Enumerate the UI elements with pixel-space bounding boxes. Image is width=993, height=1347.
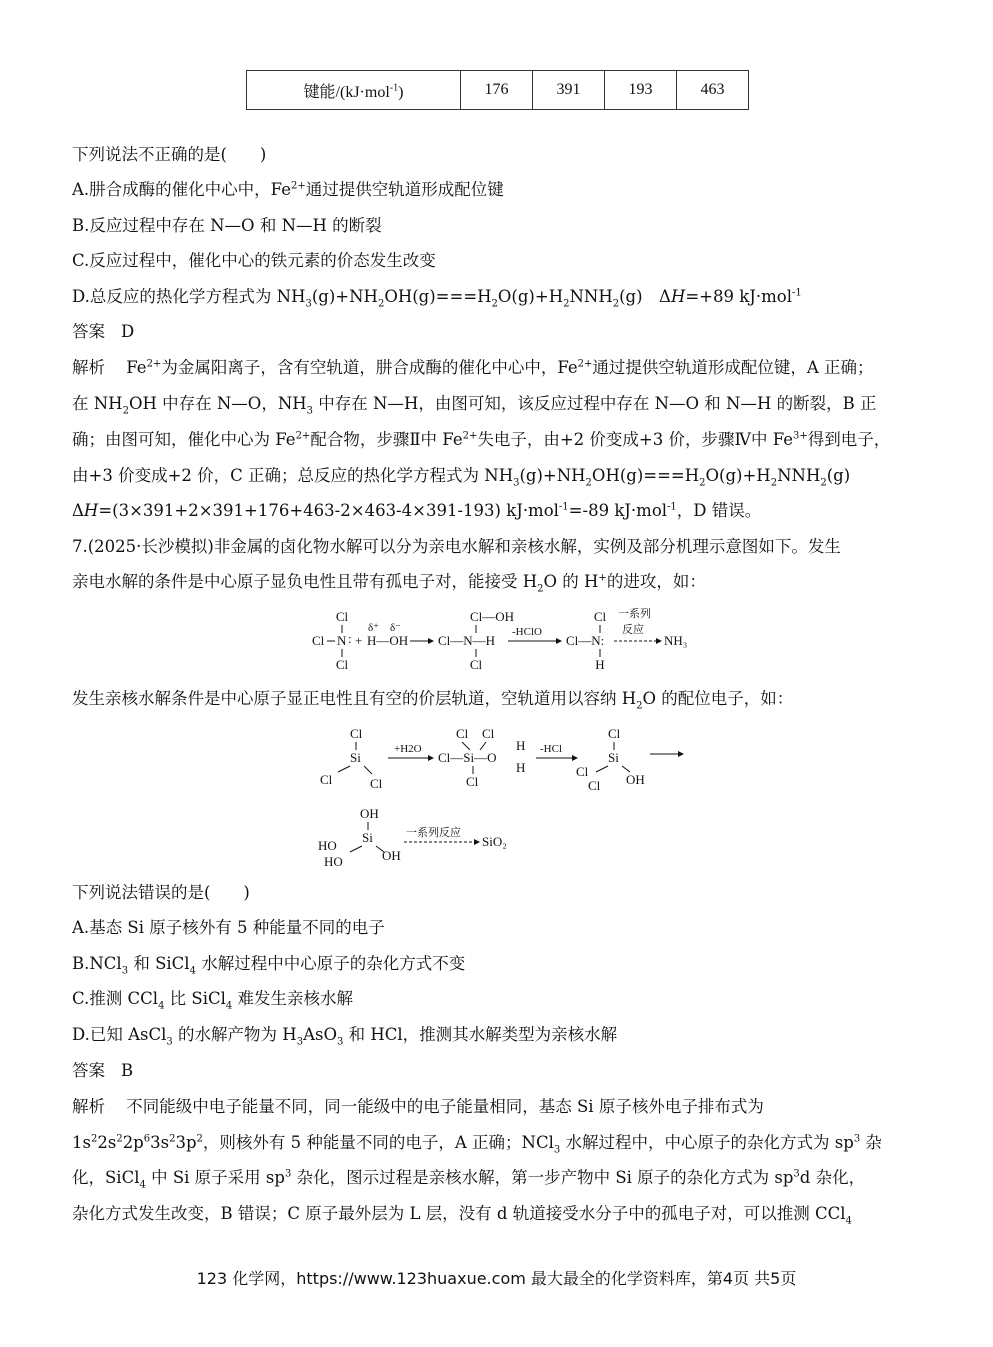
q6-option-b: B.反应过程中存在 N—O 和 N—H 的断裂 [72,216,382,235]
svg-text:Cl: Cl [335,657,349,672]
svg-text:Cl—N:: Cl—N: [566,633,605,648]
svg-text:+: + [355,633,363,648]
q6-analysis-line: 由+3 价变成+2 价，C 正确；总反应的热化学方程式为 $NH_3(g)+NH_2OH(g)===H_2O(g)+H_2NNH_2(g)$ [72,466,851,489]
svg-text:Cl: Cl [576,764,589,779]
svg-text:H: H [516,760,526,775]
table-cell: 176 [461,71,533,110]
svg-text:Cl—N—H: Cl—N—H [438,633,496,648]
svg-text:Cl: Cl [350,726,363,741]
svg-text:N: N [337,633,347,648]
arrow-label: 反应 [622,624,644,636]
table-cell: 193 [605,71,677,110]
svg-text:H: H [595,657,605,672]
svg-text:Si: Si [608,750,619,765]
bond-energy-table [246,70,749,110]
svg-text:Si: Si [350,750,361,765]
arrow-label: 一系列反应 [406,827,461,839]
q7-analysis-line: 解析 不同能级中电子能量不同，同一能级中的电子能量相同，基态 Si 原子核外电子排布式为 [72,1097,764,1116]
table-row [247,71,749,110]
q7-stem: 下列说法错误的是( ) [72,883,250,902]
table-cell: 463 [677,71,749,110]
svg-text:Cl: Cl [469,657,483,672]
q6-answer: 答案 D [72,322,135,341]
svg-text:OH: OH [382,848,401,863]
q6-analysis-line: 确；由图可知，催化中心为 $Fe^{2+}$配合物，步骤Ⅱ中 $Fe^{2+}$失电子，由+2 价变成+3 价，步骤Ⅳ中 $Fe^{3+}$得到电子， [72,430,891,449]
q7-intro-line: 发生亲核水解条件是中心原子显正电性且有空的价层轨道，空轨道用以容纳 $H_2O$ 的配位电子，如： [72,689,794,712]
svg-text:Cl: Cl [320,772,333,787]
q7-analysis-line: 杂化方式发生改变，B 错误；C 原子最外层为 L 层，没有 d 轨道接受水分子中的孤电子对，可以推测 CCl$_4$ [72,1204,852,1227]
svg-text:H—OH: H—OH [367,633,409,648]
q7-option-b: B.NCl$_3$ 和 SiCl$_4$ 水解过程中中心原子的杂化方式不变 [72,954,466,977]
q6-option-a: A.肼合成酶的催化中心中，$Fe^{2+}$通过提供空轨道形成配位键 [72,180,504,199]
svg-text:Cl: Cl [456,726,469,741]
svg-text:OH: OH [626,772,645,787]
svg-text:Cl—Si—O: Cl—Si—O [438,750,497,765]
svg-text:OH: OH [360,806,379,821]
arrow-label: -HCl [540,743,562,755]
q6-analysis-line: 解析 $Fe^{2+}$为金属阳离子，含有空轨道，肼合成酶的催化中心中，$Fe^{2+}$通过提供空轨道形成配位键，A 正确； [72,358,874,377]
svg-text:δ⁻: δ⁻ [390,622,401,634]
q7-answer: 答案 B [72,1061,134,1080]
q6-option-d: D.总反应的热化学方程式为 $NH_3(g)+NH_2OH(g)===H_2O(g)+H_2NNH_2(g)$ ΔH=+89 kJ·mol$^{-1}$ [72,287,802,310]
sicl4-hydrolysis-scheme [310,720,710,870]
svg-text:SiO₂: SiO₂ [482,834,507,849]
svg-text:NH₃: NH₃ [664,633,688,648]
svg-text:H: H [516,738,526,753]
arrow-label: 一系列 [618,608,651,620]
svg-text:δ⁺: δ⁺ [368,622,379,634]
q6-option-c: C.反应过程中，催化中心的铁元素的价态发生改变 [72,251,436,270]
table-cell: 391 [533,71,605,110]
q7-option-c: C.推测 CCl$_4$ 比 SiCl$_4$ 难发生亲核水解 [72,989,354,1012]
svg-text:Cl: Cl [593,609,607,624]
svg-text:Cl: Cl [608,726,621,741]
table-header-cell: 键能/(kJ·mol$^{-1}$) [247,71,461,110]
q7-option-a: A.基态 Si 原子核外有 5 种能量不同的电子 [72,918,385,937]
page-footer: 123 化学网，https://www.123huaxue.com 最大最全的化学资料库，第4页 共5页 [196,1269,797,1288]
svg-text::: : [348,631,352,646]
svg-text:Cl: Cl [335,609,349,624]
arrow-label: +H2O [394,743,422,755]
q7-analysis-line: 化，SiCl$_4$ 中 Si 原子采用 $sp^3$ 杂化，图示过程是亲核水解，第一步产物中 Si 原子的杂化方式为 $sp^3d$ 杂化， [72,1168,866,1191]
svg-text:Cl: Cl [482,726,495,741]
svg-text:HO: HO [324,854,343,869]
arrow-label: -HClO [512,626,542,638]
q7-intro-line: 亲电水解的条件是中心原子显负电性且带有孤电子对，能接受 $H_2O$ 的 H+的进攻，如： [72,572,706,595]
svg-text:Cl: Cl [312,633,325,648]
svg-text:Cl—OH: Cl—OH [470,609,515,624]
q6-stem: 下列说法不正确的是( ) [72,145,267,164]
svg-text:HO: HO [318,838,337,853]
svg-text:Si: Si [362,830,373,845]
ncl3-hydrolysis-scheme [300,603,700,675]
q7-option-d: D.已知 AsCl$_3$ 的水解产物为 $H_3AsO_3$ 和 HCl，推测其水解类型为亲核水解 [72,1025,618,1048]
q7-intro-line: 7.(2025·长沙模拟)非金属的卤化物水解可以分为亲电水解和亲核水解，实例及部分机理示意图如下。发生 [72,537,841,556]
svg-text:Cl: Cl [466,774,479,789]
q6-analysis-line: ΔH=(3×391+2×391+176+463-2×463-4×391-193) kJ·mol$^{-1}$=-89 kJ·mol$^{-1}$，D 错误。 [72,501,762,520]
svg-text:Cl: Cl [370,776,383,791]
svg-text:Cl: Cl [588,778,601,793]
q6-analysis-line: 在 $NH_2OH$ 中存在 N—O，$NH_3$ 中存在 N—H，由图可知，该反应过程中存在 N—O 和 N—H 的断裂，B 正 [72,394,877,417]
q7-analysis-line: $1s^22s^22p^63s^23p^2$，则核外有 5 种能量不同的电子，A 正确；NCl$_3$ 水解过程中，中心原子的杂化方式为 $sp^3$ 杂 [72,1133,882,1156]
